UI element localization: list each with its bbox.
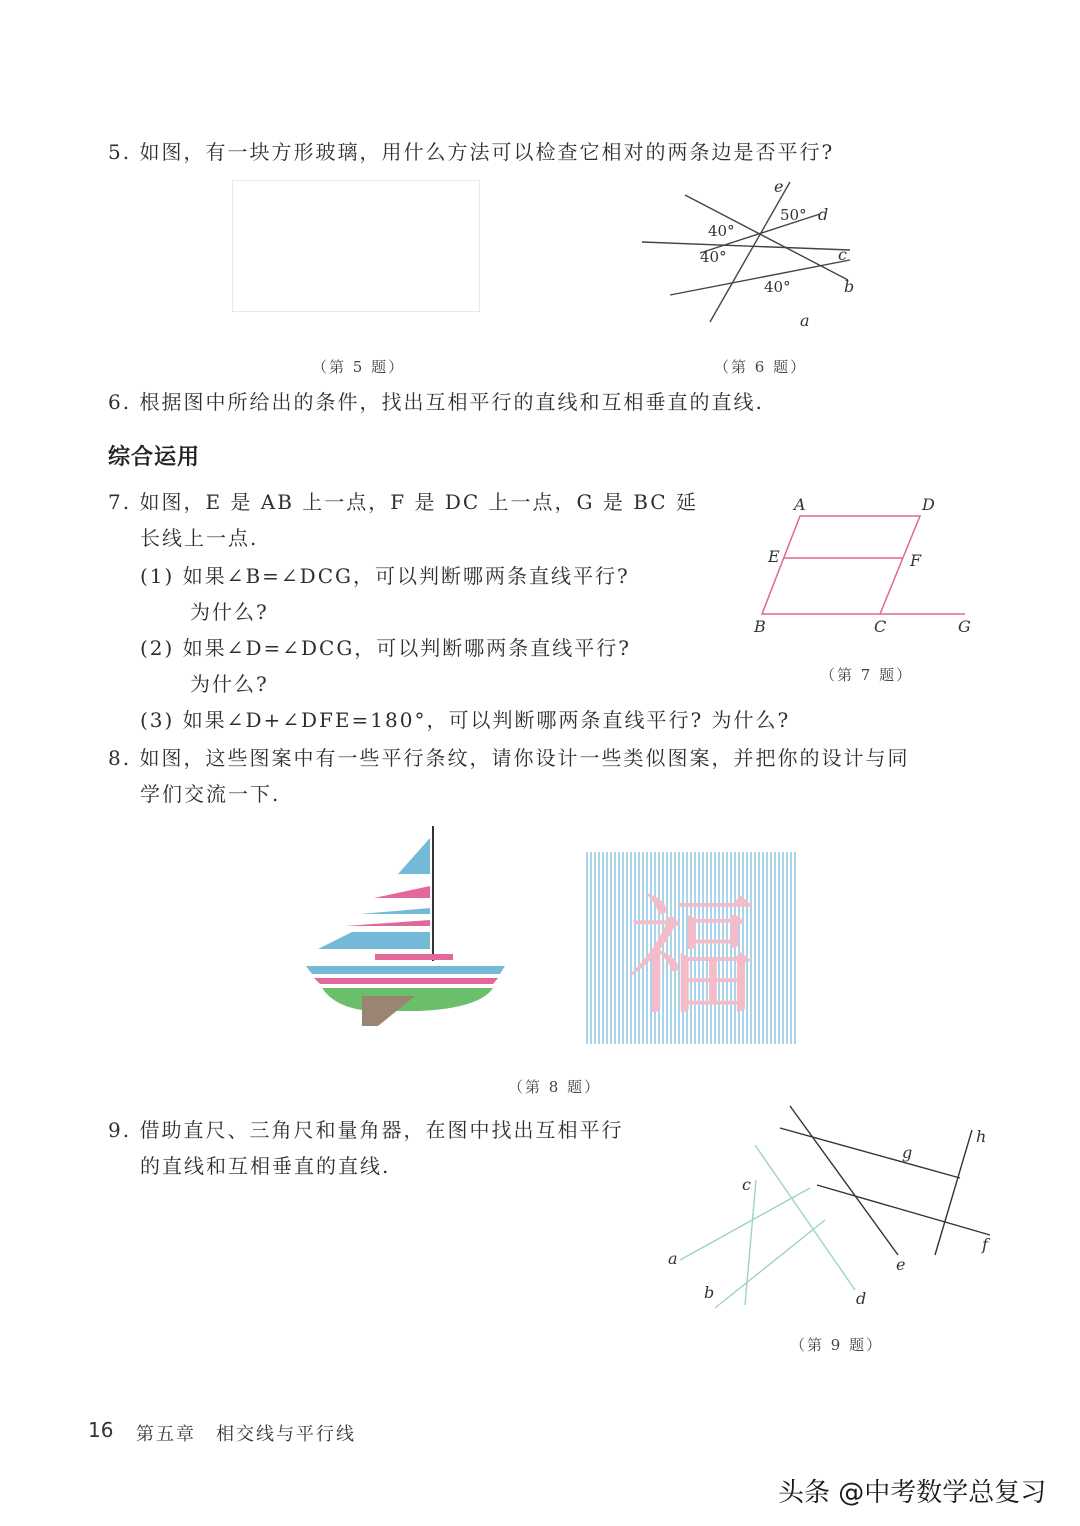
sail-stripe-4 (345, 920, 430, 926)
hull-stripe-pink (314, 978, 498, 984)
line-a (680, 1188, 810, 1260)
deck-stripe-pink (375, 954, 453, 960)
label-a: a (668, 1249, 678, 1268)
figure-9-caption: （第 9 题） (790, 1336, 884, 1354)
angle-label-40-top: 40° (708, 222, 735, 240)
question-6-text: 6. 根据图中所给出的条件，找出互相平行的直线和互相垂直的直线. (108, 390, 764, 414)
figure-7-diagram (750, 490, 990, 640)
label-c: c (742, 1175, 751, 1194)
label-F: F (910, 551, 922, 570)
line-b (670, 260, 850, 295)
question-8-line-2: 学们交流一下. (140, 782, 281, 806)
question-7-part-2b: 为什么? (190, 672, 269, 696)
label-g: g (902, 1143, 913, 1162)
label-h: h (976, 1127, 987, 1146)
label-f: f (982, 1235, 988, 1254)
angle-label-40-low: 40° (764, 278, 791, 296)
question-9-line-2: 的直线和互相垂直的直线. (140, 1154, 391, 1178)
line-b (715, 1220, 825, 1308)
line-g (780, 1128, 960, 1178)
question-5-text: 5. 如图，有一块方形玻璃，用什么方法可以检查它相对的两条边是否平行? (108, 140, 835, 164)
figure-9-diagram (660, 1100, 1000, 1320)
label-D: D (922, 495, 935, 514)
question-9-line-1: 9. 借助直尺、三角尺和量角器，在图中找出互相平行 (108, 1118, 624, 1142)
line-e (790, 1106, 898, 1255)
label-E: E (768, 547, 780, 566)
label-e: e (774, 177, 784, 196)
figure-8-caption: （第 8 题） (508, 1078, 602, 1096)
figure-5-caption: （第 5 题） (312, 358, 406, 376)
sail-stripe-3 (360, 908, 430, 914)
label-C: C (874, 617, 887, 636)
sailboat-figure (300, 826, 515, 1031)
label-G: G (958, 617, 971, 636)
parallelogram-abcd (762, 516, 920, 614)
glass-rectangle (232, 180, 480, 312)
question-7-line-2: 长线上一点. (140, 526, 259, 550)
page-number: 16 (88, 1418, 114, 1442)
chapter-title: 第五章 相交线与平行线 (136, 1424, 356, 1445)
line-f (817, 1185, 990, 1235)
question-7-part-3: (3) 如果∠D+∠DFE=180°，可以判断哪两条直线平行? 为什么? (140, 708, 791, 732)
sail-stripe-5 (318, 932, 430, 949)
label-c: c (838, 245, 847, 264)
angle-label-40-mid: 40° (700, 248, 727, 266)
fu-character: 福 (626, 881, 758, 1033)
question-7-part-1b: 为什么? (190, 600, 269, 624)
line-c (745, 1180, 756, 1305)
hull-stripe-blue (306, 966, 505, 974)
line-c (642, 242, 850, 250)
fu-character-figure (586, 852, 798, 1044)
sail-stripe-1 (398, 838, 430, 874)
section-heading: 综合运用 (108, 445, 201, 470)
label-B: B (754, 617, 766, 636)
label-b: b (704, 1283, 715, 1302)
label-a: a (800, 311, 810, 330)
label-A: A (794, 495, 806, 514)
sail-stripe-2 (374, 886, 430, 898)
watermark: 头条 @中考数学总复习 (778, 1478, 1047, 1508)
question-7-part-1a: (1) 如果∠B=∠DCG，可以判断哪两条直线平行? (140, 564, 630, 588)
label-d: d (856, 1289, 867, 1308)
label-b: b (844, 277, 855, 296)
figure-6-caption: （第 6 题） (714, 358, 808, 376)
question-7-line-1: 7. 如图，E 是 AB 上一点，F 是 DC 上一点，G 是 BC 延 (108, 490, 698, 514)
figure-7-caption: （第 7 题） (820, 666, 914, 684)
question-8-line-1: 8. 如图，这些图案中有一些平行条纹，请你设计一些类似图案，并把你的设计与同 (108, 746, 910, 770)
label-e: e (896, 1255, 906, 1274)
figure-6-diagram (630, 177, 860, 340)
line-h (935, 1130, 972, 1255)
question-7-part-2a: (2) 如果∠D=∠DCG，可以判断哪两条直线平行? (140, 636, 632, 660)
label-d: d (818, 205, 829, 224)
line-d (755, 1145, 855, 1290)
angle-label-50: 50° (780, 206, 807, 224)
